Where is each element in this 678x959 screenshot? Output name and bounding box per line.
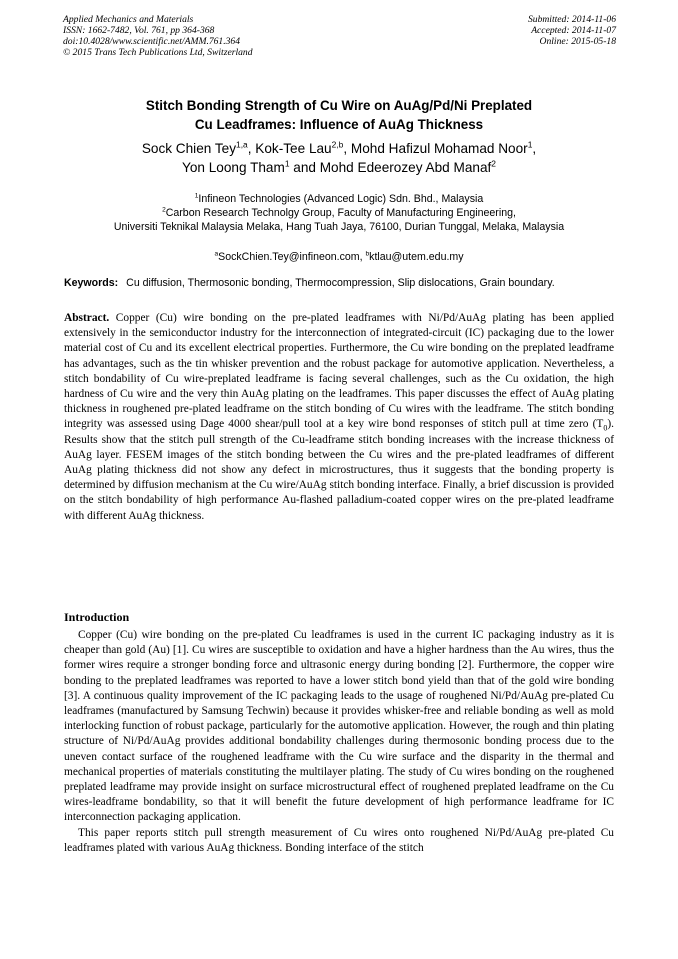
author-emails [40, 250, 638, 264]
author-separator: , [247, 141, 256, 156]
affiliations [40, 192, 638, 234]
affil-text: Carbon Research Technolgy Group, Faculty of Manufacturing Engineering, [165, 207, 516, 219]
author-name: Mohd Edeerozey Abd Manaf [319, 160, 492, 175]
keywords [64, 276, 614, 291]
journal-copyright: © 2015 Trans Tech Publications Ltd, Switzerland [63, 47, 253, 58]
abstract-text: Copper (Cu) wire bonding on the pre-plated leadframes with Ni/Pd/AuAg plating has been applied extensively in the semiconductor industry for the interconnection of integrated-circuit (IC) packaging due to the lower material cost of Cu and its excellent electrical properties. Furthermore, the Cu wire bonding on the preplated leadframe has advantages, such as the tin whisker prevention and the robust package for automotive application. Nevertheless, a stitch bondability of Cu wire-preplated leadframe is facing several challenges, such as the Cu oxidation, the high hardness of Cu wire and the very thin AuAg plating on the leadframes. This paper discusses the effect of AuAg plating thickness in roughened pre-plated leadframe on the stitch bonding of Cu wires with the leadframe. The stitch bonding integrity was assessed using Dage 4000 shear/pull tool at a key wire bond responses of stitch pull at time zero (T [64, 312, 614, 431]
submitted-date: Submitted: 2014-11-06 [527, 14, 616, 25]
paper-title [40, 96, 638, 134]
affiliation-2-address: Universiti Teknikal Malaysia Melaka, Hang Tuah Jaya, 76100, Durian Tunggal, Melaka, Malaysia [113, 221, 565, 233]
publication-dates [528, 14, 616, 47]
author-line-1 [40, 139, 638, 158]
author-line-2 [40, 158, 638, 177]
affil-mark: 1 [194, 192, 199, 200]
email-link[interactable]: ktlau@utem.edu.my [369, 251, 464, 263]
email-mark: b [365, 250, 370, 258]
abstract [64, 311, 614, 524]
abstract-label: Abstract. [64, 312, 110, 324]
author-affil-mark: 1,a [236, 139, 248, 150]
author-name: Mohd Hafizul Mohamad Noor [350, 141, 528, 156]
journal-doi: doi:10.4028/www.scientific.net/AMM.761.364 [63, 36, 241, 47]
affil-text: Infineon Technologies (Advanced Logic) Sdn. Bhd., Malaysia [198, 193, 484, 205]
author-affil-mark: 1 [284, 158, 290, 169]
accepted-date: Accepted: 2014-11-07 [531, 25, 616, 36]
online-date: Online: 2015-05-18 [539, 36, 616, 47]
intro-paragraph-2: This paper reports stitch pull strength measurement of Cu wires onto roughened Ni/Pd/AuAg pre-plated Cu leadframes plated with various AuAg thickness. Bonding interface of the stitch [64, 826, 614, 854]
affil-mark: 2 [162, 206, 166, 214]
author-affil-mark: 2 [491, 158, 496, 169]
keywords-label: Keywords: [64, 277, 119, 289]
section-heading-introduction: Introduction [64, 610, 130, 624]
title-line-2: Cu Leadframes: Influence of AuAg Thickness [194, 117, 484, 132]
email-mark: a [214, 250, 219, 258]
author-separator: , [343, 141, 351, 156]
keywords-text: Cu diffusion, Thermosonic bonding, Thermocompression, Slip dislocations, Grain boundary. [126, 277, 555, 289]
author-separator: , [532, 141, 537, 156]
author-affil-mark: 2,b [331, 139, 344, 150]
author-name: Sock Chien Tey [141, 141, 237, 156]
affiliation-2 [40, 206, 638, 220]
journal-name: Applied Mechanics and Materials [63, 14, 194, 25]
author-affil-mark: 1 [527, 139, 533, 150]
journal-issn: ISSN: 1662-7482, Vol. 761, pp 364-368 [63, 25, 215, 36]
author-name: Yon Loong Tham [182, 160, 285, 175]
introduction-body [64, 628, 614, 856]
abstract-subscript: 0 [603, 423, 608, 433]
intro-paragraph-1: Copper (Cu) wire bonding on the pre-plated Cu leadframes is used in the current IC packaging industry as it is cheaper than gold (Au) [1]. Cu wires are susceptible to oxidation and have a higher hardness than the Au wires, thus the former wires require a stronger bonding force and ultrasonic energy during bonding [2]. Furthermore, the copper wire bonding to the preplated leadframes was reported to have a lower stitch bond yield than that of the gold wire bonding [3]. A continuous quality improvement of the IC packaging leads to the usage of roughened Ni/Pd/AuAg pre-plated Cu leadframes (manufactured by Samsung Techwin) because it provides whisker-free and reliable bonding as well as mold interlocking function of robust package, particularly for the automotive application. However, the rough and thin plating structure of Ni/Pd/AuAg provides additional bondability challenges during thermosonic bonding process due to the uneven contact surface of the roughened leadframe with the Cu wire surface and the disparity in the thermal and mechanical properties of materials constituting the multilayer plating. The study of Cu wires bonding on the roughened preplated leadframe may provide insight on surface microstructural effect of roughened preplated leadframe on the Cu wires-leadframe bondability, so that it will benefit the future development of high performance leadframe for IC interconnection packaging application. [64, 629, 614, 824]
affiliation-1 [40, 192, 638, 206]
author-list [40, 139, 638, 177]
title-line-1: Stitch Bonding Strength of Cu Wire on AuAg/Pd/Ni Preplated [145, 98, 533, 113]
journal-info [63, 14, 253, 58]
author-separator: and [289, 160, 320, 175]
abstract-text-cont: ). Results show that the stitch pull strength of the Cu-leadframe stitch bonding increases with the increase thickness of AuAg layer. FESEM images of the stitch bonding between the Cu wires and the pre-plated leadframes of different AuAg plating thickness did not show any defect in microstructures, thus it suggests that the bonding property is determined by diffusion mechanism at the Cu wire/AuAg stitch bonding interface. Finally, a brief discussion is provided on the stitch bondability of high performance Au-flashed palladium-coated copper wires on the pre-plated leadframe with different AuAg thickness. [64, 418, 614, 522]
author-name: Kok-Tee Lau [255, 141, 332, 156]
email-link[interactable]: SockChien.Tey@infineon.com, [218, 251, 366, 263]
